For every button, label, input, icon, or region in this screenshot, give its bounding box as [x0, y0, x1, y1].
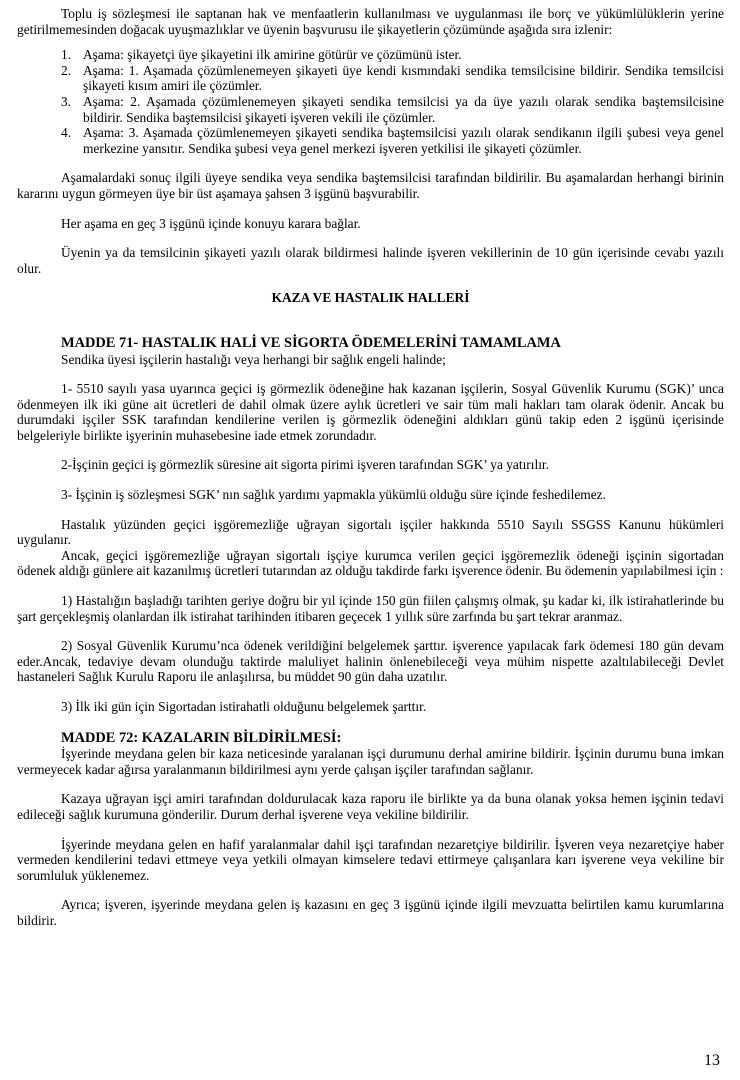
- madde-72-paragraph-4: Ayrıca; işveren, işyerinde meydana gelen iş kazasını en geç 3 işgünü içinde ilgili mevzuatta belirtilen kamu kurumlarına bildirir.: [17, 897, 724, 928]
- madde-71-item-2: 2-İşçinin geçici iş görmezlik süresine ait sigorta pirimi işveren tarafından SGK’ ya yatırılır.: [61, 457, 549, 473]
- illness-paragraph: Hastalık yüzünden geçici işgöremezliğe uğrayan sigortalı işçiler hakkında 5510 Sayılı SSGSS Kanunu hükümleri uygulanır.: [17, 516, 724, 548]
- list-text: Aşama: şikayetçi üye şikayetini ilk amirine götürür ve çözümünü ister.: [83, 47, 462, 63]
- condition-2: 2) Sosyal Güvenlik Kurumu’nca ödenek verildiğini belgelemek şarttır. işverence yapılacak fark ödemesi 180 gün devam eder.Ancak, tedaviye devam olunduğu taktirde maluliyet halinin önlenebileceği veya mühim nispette azaltılabileceği Devlet hastaneleri Sağlık Kurulu Raporu ile anlaşılırsa, bu müddet 90 gün daha uzatılır.: [17, 638, 724, 685]
- list-item: [17, 47, 724, 63]
- list-text: Aşama: 1. Aşamada çözümlenemeyen şikayeti üye kendi kısmındaki sendika temsilcisine bildirir. Sendika temsilcisi şikayeti kısım amiri ile çözümler.: [83, 62, 724, 94]
- list-number: 3.: [61, 93, 72, 109]
- results-paragraph: Aşamalardaki sonuç ilgili üyeye sendika veya sendika baştemsilcisi tarafından bildirilir. Bu aşamalardan herhangi birinin kararını uygun görmeyen üye bir üst aşamaya şahsen 3 işgünü başvurabilir.: [17, 170, 724, 201]
- list-number: 4.: [61, 125, 72, 141]
- list-item: [17, 63, 724, 94]
- list-item: [17, 125, 724, 156]
- madde-71-title: MADDE 71- HASTALIK HALİ VE SİGORTA ÖDEMELERİNİ TAMAMLAMA: [61, 334, 561, 351]
- madde-72-paragraph-3: İşyerinde meydana gelen en hafif yaralanmalar dahil işçi tarafından nezaretçiye bildirilir. İşveren veya nezaretçiye haber vermeden kendilerini tedavi ettmeye veya yetkili olmayan kimselere tedavi ettirmeye çalışanlara karı işverene veya vekiline bir sorumluluk yüklenemez.: [17, 836, 724, 883]
- madde-71-item-1: 1- 5510 sayılı yasa uyarınca geçici iş görmezlik ödeneğine hak kazanan işçilerin, Sosyal Güvenlik Kurumu (SGK)’ unca ödenmeyen ilk iki güne ait ücretleri de dahil olmak üzere aylık ücretleri ve sair tüm mali hakları tam olarak ödenir. Ancak bu durumdaki işçiler SSK tarafından kendilerine verilen iş görmezlik ödeneğini aldıkları günü takip eden 2 işgünü içerisinde belgeleriyle birlikte işyerinin muhasebesine iade etmek zorundadır.: [17, 381, 724, 443]
- list-text: Aşama: 2. Aşamada çözümlenemeyen şikayeti sendika temsilcisi ya da üye yazılı olarak sendika baştemsilcisine bildirir. Sendika baştemsilcisi şikayeti işveren vekili ile çözümler.: [83, 93, 724, 125]
- complaint-steps-list: [17, 47, 724, 156]
- document-page: [17, 6, 724, 929]
- list-text: Aşama: 3. Aşamada çözümlenemeyen şikayeti sendika baştemsilcisi yazılı olarak sendikanın ilgili şubesi veya genel merkezine yansıtır. Sendika şubesi veya genel merkezi işveren yetkilisi ile şikayeti çözümler.: [83, 125, 724, 156]
- however-paragraph: Ancak, geçici işgöremezliğe uğrayan sigortalı işçiye kurumca verilen geçici işgöremezlik ödeneği işçinin sigortadan ödenek aldığı günlere ait kazanılmış ücretleri tutarından az olduğu takdirde farkı işverence ödenir. Bu ödemenin yapılabilmesi için :: [17, 547, 724, 579]
- madde-72-paragraph-2: Kazaya uğrayan işçi amiri tarafından doldurulacak kaza raporu ile birlikte ya da buna olanak yoksa hemen işçinin tedavi edileceği sağlık kurumuna gönderilir. Durum derhal işverene veya vekiline bildirilir.: [17, 791, 724, 822]
- madde-72-title: MADDE 72: KAZALARIN BİLDİRİLMESİ:: [61, 729, 342, 746]
- section-heading: KAZA VE HASTALIK HALLERİ: [271, 290, 470, 306]
- written-reply-paragraph: Üyenin ya da temsilcinin şikayeti yazılı olarak bildirmesi halinde işveren vekillerinin de 10 gün içerisinde cevabı yazılı olur.: [17, 245, 724, 276]
- condition-3: 3) İlk iki gün için Sigortadan istirahatli olduğunu belgelemek şarttır.: [61, 699, 427, 714]
- madde-72-paragraph-1: İşyerinde meydana gelen bir kaza neticesinde yaralanan işçi durumunu derhal amirine bildirir. İşçinin durumu buna imkan vermeyecek kadar ağırsa yaralanmanın bildirilmesi aynı yerde çalışan işçiler tarafından sağlanır.: [17, 746, 724, 777]
- list-number: 2.: [61, 62, 72, 78]
- page-number: 13: [704, 1052, 720, 1069]
- list-number: 1.: [61, 47, 72, 63]
- list-item: [17, 94, 724, 125]
- each-step-paragraph: Her aşama en geç 3 işgünü içinde konuyu karara bağlar.: [61, 215, 361, 231]
- condition-1: 1) Hastalığın başladığı tarihten geriye doğru bir yıl içinde 150 gün fiilen çalışmış olmak, şu kadar ki, ilk istirahatlerinde bu şart gerçekleşmiş olanlardan ilk istirahat tarihinden itibaren geçecek 1 yıllık süre zarfında bu şart tekrar aranmaz.: [17, 593, 724, 624]
- madde-71-lead: Sendika üyesi işçilerin hastalığı veya herhangi bir sağlık engeli halinde;: [61, 351, 446, 367]
- intro-paragraph: Toplu iş sözleşmesi ile saptanan hak ve menfaatlerin kullanılması ve uygulanması ile borç ve yükümlülüklerin yerine getirilmemesinden doğacak uyuşmazlıklar ve üyenin başvurusu ile şikayetlerin çözümünde aşağıda sıra izlenir:: [17, 6, 724, 37]
- madde-71-item-3: 3- İşçinin iş sözleşmesi SGK’ nın sağlık yardımı yapmakla yükümlü olduğu süre içinde feshedilemez.: [61, 487, 606, 503]
